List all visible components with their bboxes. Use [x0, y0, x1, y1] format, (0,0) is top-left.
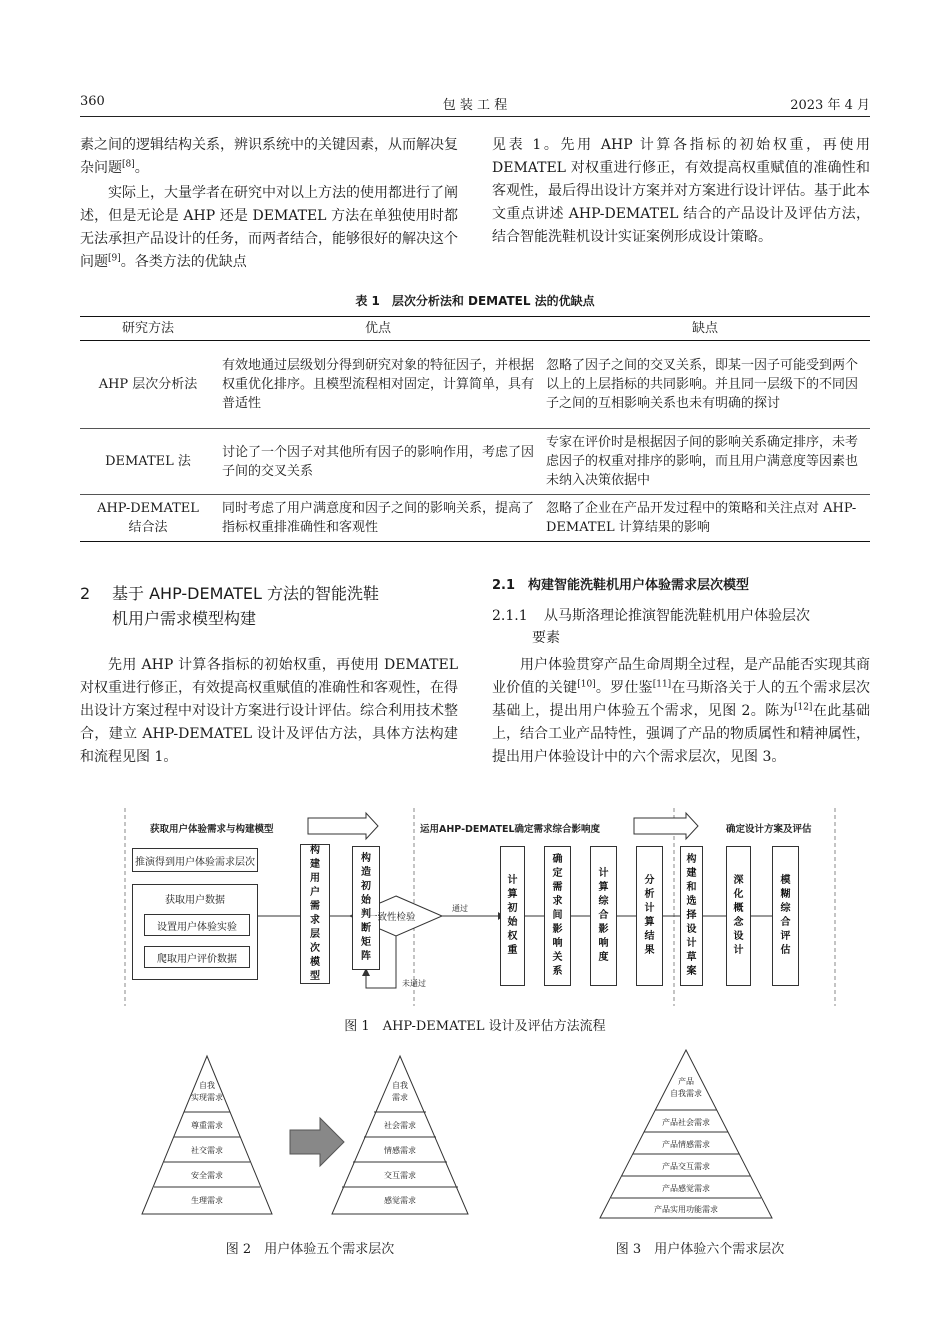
influence-box: 计 算 综 合 影 响 度: [590, 846, 617, 986]
pyr3-level: 产品社会需求: [662, 1118, 710, 1127]
table-cell-cons: 忽略了企业在产品开发过程中的策略和关注点对 AHP-DEMATEL 计算结果的影响: [540, 495, 870, 542]
stage-arrow-2: [634, 813, 698, 839]
intro-right-p: 见表 1。先用 AHP 计算各指标的初始权重，再使用 DEMATEL 对权重进行修正，有效提高权重赋值的准确性和客观性，最后得出设计方案并对方案进行设计评估。基于此本文重点讲述 AHP-DEMATEL 结合的产品设计及评估方法，结合智能洗鞋机设计实证案例形成设计策略。: [492, 137, 870, 245]
derive-box: 推演得到用户体验需求层次: [132, 848, 258, 872]
table-caption: 表 1 层次分析法和 DEMATEL 法的优缺点: [355, 294, 595, 308]
section-2-title: 基于 AHP-DEMATEL 方法的智能洗鞋 机用户需求模型构建: [112, 584, 379, 628]
pyr3-top-l2: 自我需求: [670, 1089, 702, 1098]
table-cell-pros: 讨论了一个因子对其他所有因子的影响作用，考虑了因子间的交叉关系: [216, 429, 540, 495]
figure-2-pyramids: [140, 1050, 480, 1222]
section-2-1-body: [492, 654, 870, 769]
table-cell-method: AHP 层次分析法: [80, 341, 216, 429]
stage-2-label: 运用AHP-DEMATEL确定需求综合影响度: [420, 824, 601, 835]
pyr-left-top-l2: 实现需求: [191, 1093, 223, 1102]
intro-left-p1: 素之间的逻辑结构关系，辨识系统中的关键因素，从而解决复杂问题[8]。: [80, 137, 458, 176]
table-cell-cons: 专家在评价时是根据因子间的影响关系确定排序，未考虑因子的权重对排序的影响，而且用户满意度等因素也未纳入决策依据中: [540, 429, 870, 495]
table-row: [80, 341, 870, 429]
pyr-right-level: 社会需求: [384, 1121, 416, 1130]
pyr-left-top-l1: 自我: [199, 1081, 215, 1090]
section-2-1-title: 2.1 构建智能洗鞋机用户体验需求层次模型: [492, 578, 750, 593]
pyr3-level: 产品实用功能需求: [654, 1205, 718, 1214]
experiment-box: 设置用户体验实验: [144, 914, 250, 936]
pyr3-level: 产品情感需求: [662, 1140, 710, 1149]
table-cell-method: DEMATEL 法: [80, 429, 216, 495]
pyr-left-level: 社交需求: [191, 1146, 223, 1155]
table-header: 优点: [216, 317, 540, 341]
stage-arrow-1: [308, 813, 378, 839]
page-number: 360: [80, 94, 105, 109]
issue-date: 2023 年 4 月: [790, 98, 870, 113]
pyr-right-level: 情感需求: [384, 1146, 416, 1155]
intro-left: [80, 134, 458, 274]
model-box: 构 建 用 户 需 求 层 次 模 型: [300, 844, 330, 984]
table-row: [80, 429, 870, 495]
weight-box: 计 算 初 始 权 重: [500, 846, 525, 986]
figure-2-caption: 图 2 用户体验五个需求层次: [225, 1242, 395, 1257]
pyr-right-level: 感觉需求: [384, 1196, 416, 1205]
table-cell-pros: 同时考虑了用户满意度和因子之间的影响关系，提高了指标权重排准确性和客观性: [216, 495, 540, 542]
figure-3-pyramid: [596, 1048, 776, 1222]
table-cell-cons: 忽略了因子之间的交叉关系，即某一因子可能受到两个以上的上层指标的共同影响。并且同一层级下的不同因子之间的互相影响关系也未有明确的探讨: [540, 341, 870, 429]
pyr-right-top-l1: 自我: [392, 1081, 408, 1090]
pass-label: 通过: [452, 904, 468, 913]
get-data-box: 获取用户数据: [132, 884, 258, 980]
pyr-left-level: 安全需求: [191, 1171, 223, 1180]
section-2-paragraph: 先用 AHP 计算各指标的初始权重，再使用 DEMATEL 对权重进行修正，有效提高权重赋值的准确性和客观性，在得出设计方案过程中对设计方案进行设计评估。综合利用技术整合，建立 AHP-DEMATEL 设计及评估方法，具体方法构建和流程见图 1。: [80, 657, 458, 765]
draft-box: 构 建 和 选 择 设 计 草 案: [680, 846, 703, 986]
intro-left-p2: 实际上，大量学者在研究中对以上方法的使用都进行了阐述，但是无论是 AHP 还是 DEMATEL 方法在单独使用时都无法承担产品设计的任务，而两者结合，能够很好的解决这个问题[9]。各类方法的优缺点: [80, 185, 458, 270]
pyr-right-top-l2: 需求: [392, 1093, 408, 1102]
transition-arrow-icon: [290, 1118, 344, 1166]
stage-1-label: 获取用户体验需求与构建模型: [150, 824, 274, 835]
relation-box: 确 定 需 求 间 影 响 关 系: [544, 846, 571, 986]
section-2-1-1-number: 2.1.1: [492, 608, 528, 624]
pyr-right-level: 交互需求: [384, 1171, 416, 1180]
pyr3-level: 产品交互需求: [662, 1162, 710, 1171]
pyr-left-level: 尊重需求: [191, 1121, 223, 1130]
stage-3-label: 确定设计方案及评估: [726, 824, 812, 835]
figure-1-caption: 图 1 AHP-DEMATEL 设计及评估方法流程: [344, 1019, 606, 1034]
matrix-box: 构 造 初 始 判 断 矩 阵: [352, 846, 380, 970]
table-header: 研究方法: [80, 317, 216, 341]
pyr-left-level: 生理需求: [191, 1196, 223, 1205]
section-2-1-paragraph: 用户体验贯穿产品生命周期全过程，是产品能否实现其商业价值的关键[10]。罗仕鉴[11]在马斯洛关于人的五个需求层次基础上，提出用户体验五个需求，见图 2。陈为[12]在此基础上，结合工业产品特性，强调了产品的物质属性和精神属性，提出用户体验设计中的六个需求层次，见图 3。: [492, 657, 871, 765]
fail-label: 未通过: [402, 979, 426, 988]
table-cell-pros: 有效地通过层级划分得到研究对象的特征因子，并根据权重优化排序。且模型流程相对固定，计算简单，具有普适性: [216, 341, 540, 429]
evaluate-box: 模 糊 综 合 评 估: [772, 846, 799, 986]
section-2-body: [80, 654, 458, 769]
intro-right: [492, 134, 870, 249]
table-cell-method: AHP-DEMATEL 结合法: [80, 495, 216, 542]
crawl-box: 爬取用户评价数据: [144, 946, 250, 968]
section-2-1-1-title: 从马斯洛理论推演智能洗鞋机用户体验层次 要素: [532, 608, 810, 646]
consistency-label: 一致性检验: [368, 912, 416, 923]
comparison-table: [80, 316, 870, 542]
section-2-number: 2: [80, 584, 91, 603]
deepen-box: 深 化 概 念 设 计: [726, 846, 751, 986]
figure-1-flowchart: [120, 808, 840, 1006]
pyr3-level: 产品感觉需求: [662, 1184, 710, 1193]
header-rule: [80, 116, 870, 117]
analysis-box: 分 析 计 算 结 果: [636, 846, 663, 986]
pyr3-top-l1: 产品: [678, 1077, 694, 1086]
table-header: 缺点: [540, 317, 870, 341]
journal-title: 包 装 工 程: [442, 98, 508, 113]
figure-3-caption: 图 3 用户体验六个需求层次: [615, 1242, 785, 1257]
table-row: [80, 495, 870, 542]
table-header-row: [80, 317, 870, 341]
